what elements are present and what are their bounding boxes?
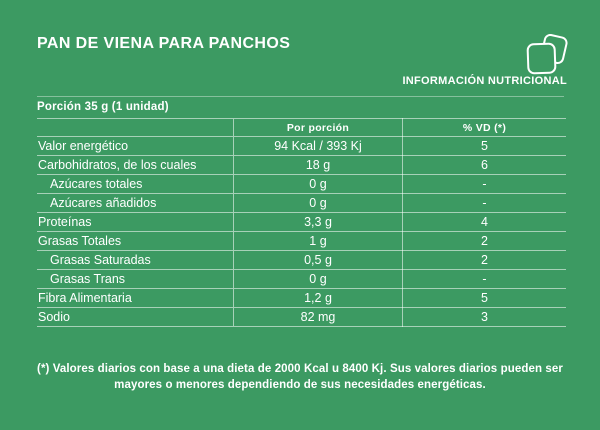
table-row <box>37 156 566 175</box>
vd-value: 2 <box>403 232 567 251</box>
stacked-cards-icon <box>526 34 572 75</box>
product-title: PAN DE VIENA PARA PANCHOS <box>37 35 291 52</box>
per-portion-value: 0 g <box>234 175 403 194</box>
vd-value: 6 <box>403 156 567 175</box>
vd-value: 3 <box>403 308 567 327</box>
stacked-cards-icon-svg <box>526 34 572 75</box>
per-portion-value: 0 g <box>234 270 403 289</box>
nutrient-label: Valor energético <box>37 137 234 156</box>
per-portion-value: 82 mg <box>234 308 403 327</box>
nutrient-label: Proteínas <box>37 213 234 232</box>
nutrient-label: Grasas Totales <box>37 232 234 251</box>
vd-value: 2 <box>403 251 567 270</box>
col-header-vd: % VD (*) <box>403 119 567 137</box>
vd-value: - <box>403 175 567 194</box>
portion-text: Porción 35 g (1 unidad) <box>37 101 169 113</box>
vd-value: 4 <box>403 213 567 232</box>
footnote-line-2: mayores o menores dependiendo de sus necesidades energéticas. <box>114 379 486 391</box>
per-portion-value: 3,3 g <box>234 213 403 232</box>
col-header-per-portion: Por porción <box>234 119 403 137</box>
nutrition-table <box>37 118 566 327</box>
vd-value: - <box>403 270 567 289</box>
table-row <box>37 137 566 156</box>
table-row <box>37 251 566 270</box>
vd-value: 5 <box>403 137 567 156</box>
table-row <box>37 175 566 194</box>
nutrient-label: Grasas Trans <box>37 270 234 289</box>
table-row <box>37 194 566 213</box>
nutrition-info-heading: INFORMACIÓN NUTRICIONAL <box>402 75 567 87</box>
per-portion-value: 0,5 g <box>234 251 403 270</box>
per-portion-value: 0 g <box>234 194 403 213</box>
table-row <box>37 232 566 251</box>
nutrient-label: Carbohidratos, de los cuales <box>37 156 234 175</box>
footnote-line-1: (*) Valores diarios con base a una dieta de 2000 Kcal u 8400 Kj. Sus valores diarios pueden ser <box>37 363 563 375</box>
vd-value: 5 <box>403 289 567 308</box>
table-header-row <box>37 119 566 137</box>
nutrient-label: Sodio <box>37 308 234 327</box>
table-row <box>37 270 566 289</box>
table-row <box>37 289 566 308</box>
per-portion-value: 1,2 g <box>234 289 403 308</box>
per-portion-value: 18 g <box>234 156 403 175</box>
per-portion-value: 1 g <box>234 232 403 251</box>
nutrient-label: Azúcares añadidos <box>37 194 234 213</box>
divider-line <box>37 96 564 97</box>
col-header-empty <box>37 119 234 137</box>
nutrient-label: Azúcares totales <box>37 175 234 194</box>
table-row <box>37 213 566 232</box>
nutrient-label: Grasas Saturadas <box>37 251 234 270</box>
nutrient-label: Fibra Alimentaria <box>37 289 234 308</box>
per-portion-value: 94 Kcal / 393 Kj <box>234 137 403 156</box>
footnote <box>0 361 600 393</box>
vd-value: - <box>403 194 567 213</box>
table-row <box>37 308 566 327</box>
front-card-shape <box>528 44 556 74</box>
